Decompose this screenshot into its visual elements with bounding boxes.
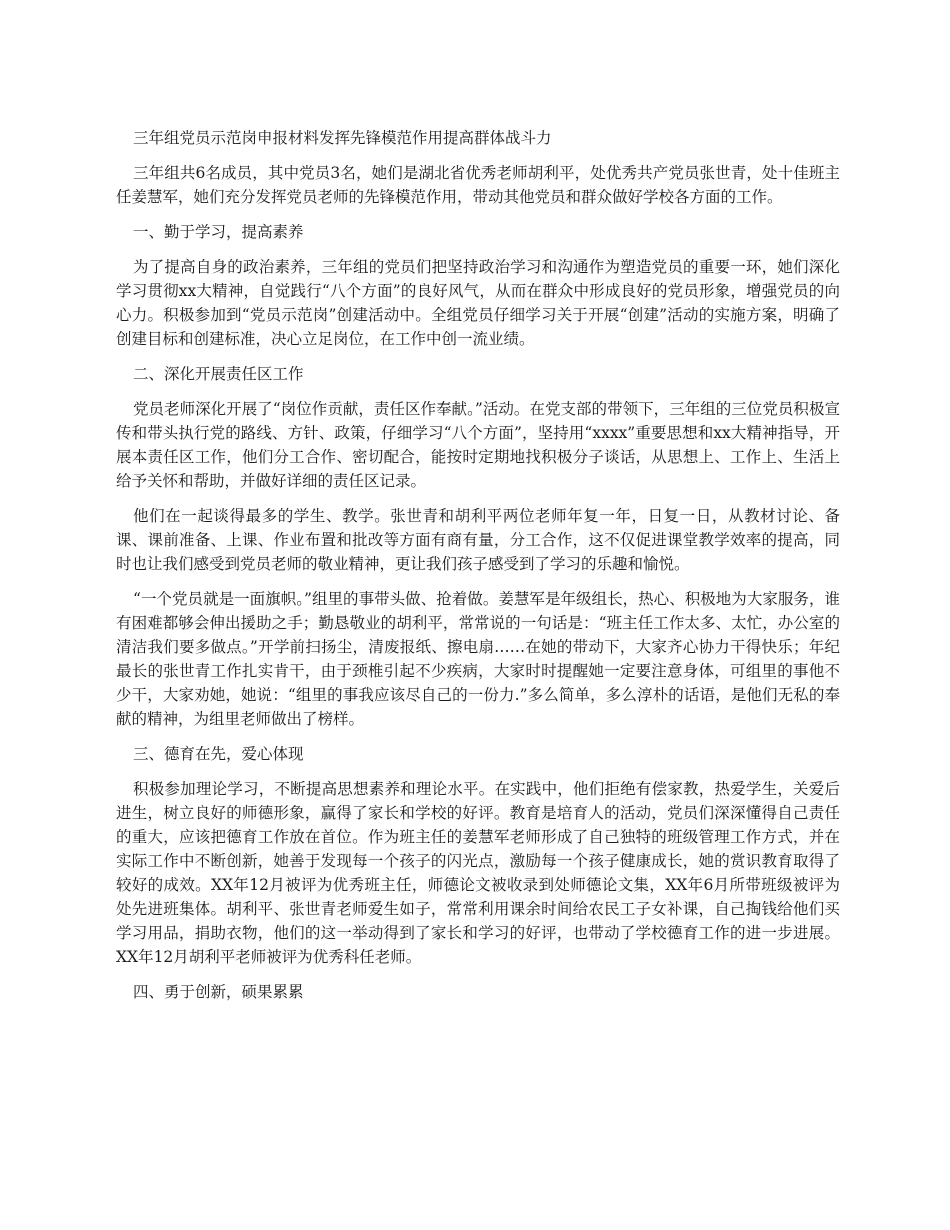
section-2-paragraph-2: 他们在一起谈得最多的学生、教学。张世青和胡利平两位老师年复一年，日复一日，从教材讨论、备课、课前准备、上课、作业布置和批改等方面有商有量，分工合作，这不仅促进课堂教学效率的提高，同时也让我们感受到党员老师的敬业精神，更让我们孩子感受到了学习的乐趣和愉悦。 — [116, 507, 840, 573]
section-2-paragraph-1: 党员老师深化开展了“岗位作贡献，责任区作奉献。”活动。在党支部的带领下，三年组的三位党员积极宣传和带头执行党的路线、方针、政策，仔细学习“八个方面”，坚持用“xxxx”重要思想和xx大精神指导，开展本责任区工作，他们分工合作、密切配合，能按时定期地找积极分子谈话，从思想上、工作上、生活上给予关怀和帮助，并做好详细的责任区记录。 — [116, 400, 840, 490]
section-3-paragraph-1: 积极参加理论学习，不断提高思想素养和理论水平。在实践中，他们拒绝有偿家教，热爱学生，关爱后进生，树立良好的师德形象，赢得了家长和学校的好评。教育是培育人的活动，党员们深深懂得自己责任的重大，应该把德育工作放在首位。作为班主任的姜慧军老师形成了自己独特的班级管理工作方式，并在实际工作中不断创新，她善于发现每一个孩子的闪光点，激励每一个孩子健康成长，她的赏识教育取得了较好的成效。XX年12月被评为优秀班主任，师德论文被收录到处师德论文集，XX年6月所带班级被评为处先进班集体。胡利平、张世青老师爱生如子，常常利用课余时间给农民工子女补课，自己掏钱给他们买学习用品，捐助衣物，他们的这一举动得到了家长和学习的好评，也带动了学校德育工作的进一步进展。XX年12月胡利平老师被评为优秀科任老师。 — [116, 780, 840, 966]
document-title: 三年组党员示范岗申报材料发挥先锋模范作用提高群体战斗力 — [133, 129, 552, 147]
section-1-paragraph-1: 为了提高自身的政治素养，三年组的党员们把坚持政治学习和沟通作为塑造党员的重要一环，她们深化学习贯彻xx大精神，自觉践行“八个方面”的良好风气，从而在群众中形成良好的党员形象，增强党员的向心力。积极参加到“党员示范岗”创建活动中。全组党员仔细学习关于开展“创建”活动的实施方案，明确了创建目标和创建标准，决心立足岗位，在工作中创一流业绩。 — [116, 258, 840, 348]
section-2-paragraph-3: “一个党员就是一面旗帜。”组里的事带头做、抢着做。姜慧军是年级组长，热心、积极地为大家服务，谁有困难都够会伸出援助之手；勤恳敬业的胡利平，常常说的一句话是：“班主任工作太多、太忙，办公室的清洁我们要多做点。”开学前扫扬尘，清废报纸、擦电扇……在她的带动下，大家齐心协力干得快乐；年纪最长的张世青工作扎实肯干，由于颈椎引起不少疾病，大家时时提醒她一定要注意身体，可组里的事他不少干，大家劝她，她说：“组里的事我应该尽自己的一份力.”多么简单，多么淳朴的话语，是他们无私的奉献的精神，为组里老师做出了榜样。 — [116, 590, 840, 728]
document-page — [116, 126, 840, 1015]
intro-paragraph: 三年组共6名成员，其中党员3名，她们是湖北省优秀老师胡利平，处优秀共产党员张世青，处十佳班主任姜慧军，她们充分发挥党员老师的先锋模范作用，带动其他党员和群众做好学校各方面的工作。 — [116, 164, 840, 206]
section-3-heading: 三、德育在先，爱心体现 — [133, 745, 304, 763]
section-2-heading: 二、深化开展责任区工作 — [133, 365, 304, 383]
section-1-heading: 一、勤于学习，提高素养 — [133, 223, 304, 241]
section-4-heading: 四、勇于创新，硕果累累 — [133, 983, 304, 1001]
